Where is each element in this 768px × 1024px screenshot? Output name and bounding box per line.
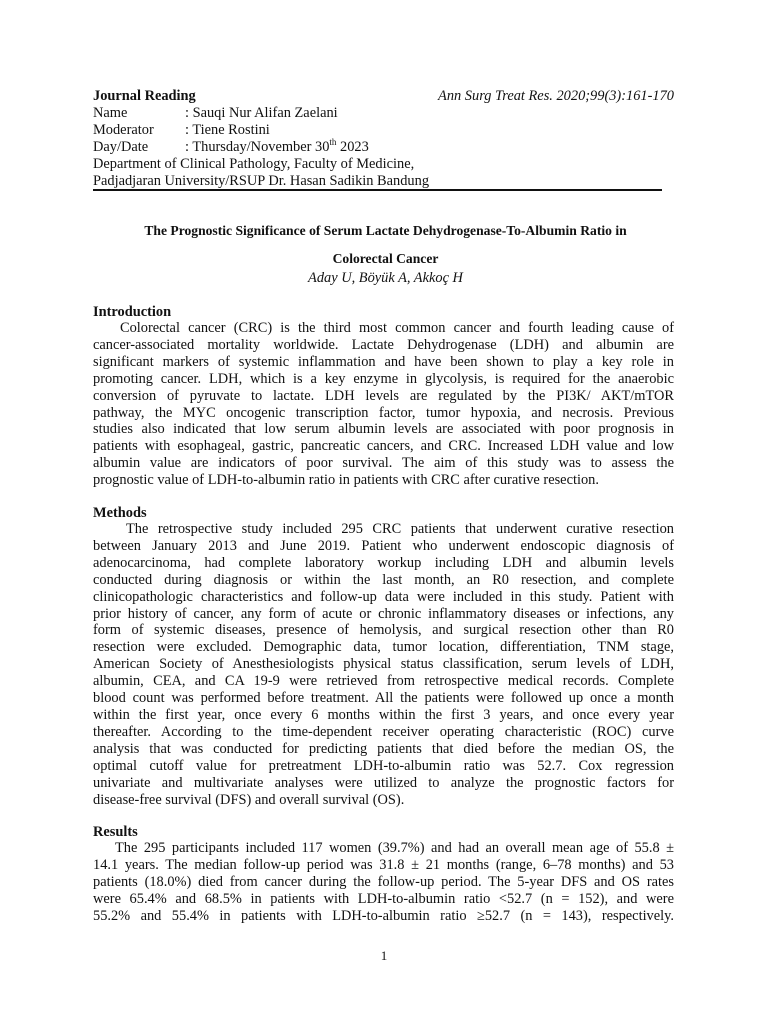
introduction-paragraph xyxy=(93,320,674,489)
paragraph-line: pathway, the MYC oncogenic transcription factor, tumor hypoxia, and necrosis. Previous xyxy=(93,404,674,421)
paragraph-line: adenocarcinoma, had complete laboratory workup including LDH and albumin levels xyxy=(93,554,674,571)
paragraph-line: prognostic value of LDH-to-albumin ratio in patients with CRC after curative resection. xyxy=(93,472,599,489)
journal-label: Journal Reading xyxy=(93,88,196,104)
introduction-heading: Introduction xyxy=(93,304,172,320)
paragraph-line: promoting cancer. LDH, which is a key enzyme in glycolysis, is required for the anaerobic xyxy=(93,370,674,387)
paragraph-line: The 295 participants included 117 women (39.7%) and had an overall mean age of 55.8 ± xyxy=(115,840,674,856)
paragraph-line: form of systemic diseases, presence of hemolysis, and surgical resection other than R0 xyxy=(93,622,674,639)
paragraph-line: conversion of pyruvate to lactate. LDH levels are regulated by the PI3K/ AKT/mTOR xyxy=(93,387,674,404)
paragraph-line: were 65.4% and 68.5% in patients with LDH-to-albumin ratio <52.7 (n = 152), and were xyxy=(93,890,674,907)
paragraph-line: clinicopathologic characteristics and follow-up data were included in this study. Patient with xyxy=(93,588,674,605)
paragraph-line: optimal cutoff value for pretreatment LDH-to-albumin ratio was 52.7. Cox regression xyxy=(93,757,674,774)
header-field-name xyxy=(93,105,674,122)
department-line-2: Padjadjaran University/RSUP Dr. Hasan Sadikin Bandung xyxy=(93,173,430,189)
paragraph-line: univariate and multivariate analyses were utilized to analyze the prognostic factors for xyxy=(93,774,674,791)
results-heading: Results xyxy=(93,824,138,840)
field-value: : Sauqi Nur Alifan Zaelani xyxy=(185,105,338,121)
paragraph-line: albumin, CEA, and CA 19-9 were retrieved from retrospective medical records. Complete xyxy=(93,673,674,690)
paragraph-line: American Society of Anesthesiologists physical status classification, serum levels of LDH, xyxy=(93,656,674,673)
paragraph-line: significant markers of systemic inflammation and have been shown to play a key role in xyxy=(93,353,674,370)
field-value: : Tiene Rostini xyxy=(185,122,270,138)
article-title-line-1: The Prognostic Significance of Serum Lactate Dehydrogenase-To-Albumin Ratio in xyxy=(144,223,627,238)
paragraph-line: thereafter. According to the time-dependent receiver operating characteristic (ROC) curve xyxy=(93,723,674,740)
paragraph-line: The retrospective study included 295 CRC patients that underwent curative resection xyxy=(126,521,674,537)
paragraph-line: blood count was performed before treatment. All the patients were followed up once a month xyxy=(93,690,674,707)
paragraph-line: albumin value are indicators of poor survival. The aim of this study was to assess the xyxy=(93,455,674,472)
results-paragraph xyxy=(93,840,674,925)
paragraph-line: patients with esophageal, gastric, pancreatic cancers, and CRC. Increased LDH value and low xyxy=(93,438,674,455)
methods-paragraph xyxy=(93,521,674,808)
paragraph-line: 14.1 years. The median follow-up period was 31.8 ± 21 months (range, 6–78 months) and 53 xyxy=(93,856,674,873)
paragraph-line: disease-free survival (DFS) and overall survival (OS). xyxy=(93,791,405,808)
article-title-line-2: Colorectal Cancer xyxy=(332,251,439,266)
paragraph-line: Colorectal cancer (CRC) is the third most common cancer and fourth leading cause of xyxy=(120,320,674,336)
paragraph-line: cancer-associated mortality worldwide. Lactate Dehydrogenase (LDH) and albumin are xyxy=(93,336,674,353)
paragraph-line: conducted during diagnosis or within the last month, an R0 resection, and complete xyxy=(93,571,674,588)
paragraph-line: patients (18.0%) died from cancer during the follow-up period. The 5-year DFS and OS rates xyxy=(93,873,674,890)
paragraph-line: prior history of cancer, any form of acute or chronic inflammatory diseases or infections, any xyxy=(93,605,674,622)
header-divider xyxy=(93,189,662,191)
field-key: Day/Date xyxy=(93,139,149,155)
methods-heading: Methods xyxy=(93,505,147,521)
department-line-1: Department of Clinical Pathology, Faculty of Medicine, xyxy=(93,156,415,172)
paragraph-line: analysis that was conducted for predicting patients that died before the median OS, the xyxy=(93,740,674,757)
header-journal-row xyxy=(93,88,674,105)
header-field-moderator xyxy=(93,122,674,139)
field-value-year: 2023 xyxy=(336,139,369,155)
paragraph-line: 55.2% and 55.4% in patients with LDH-to-albumin ratio ≥52.7 (n = 143), respectively. xyxy=(93,907,674,924)
date-superscript: th xyxy=(329,137,337,148)
citation: Ann Surg Treat Res. 2020;99(3):161-170 xyxy=(438,88,674,104)
header-field-date xyxy=(93,139,674,156)
paragraph-line: studies also indicated that low serum albumin levels are associated with poor prognosis in xyxy=(93,421,674,438)
field-key: Moderator xyxy=(93,122,154,138)
article-authors: Aday U, Böyük A, Akkoç H xyxy=(308,270,463,286)
field-value-date: : Thursday/November 30 xyxy=(185,139,330,155)
page-number: 1 xyxy=(380,948,388,963)
paragraph-line: between January 2013 and June 2019. Patient who underwent endoscopic diagnosis of xyxy=(93,537,674,554)
paragraph-line: resection were excluded. Demographic data, tumor location, differentiation, TNM stage, xyxy=(93,639,674,656)
paragraph-line: within the first year, once every 6 months within the first 3 years, and once every year xyxy=(93,706,674,723)
field-key: Name xyxy=(93,105,128,121)
